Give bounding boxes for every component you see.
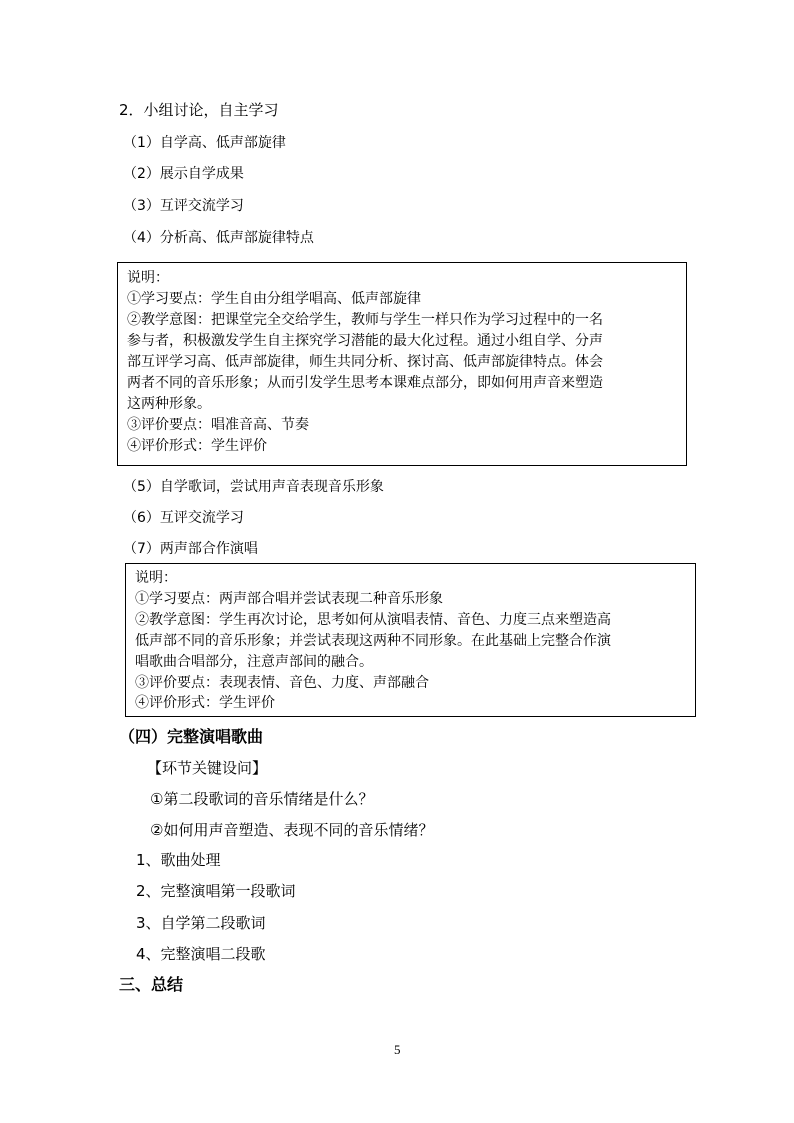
note-line: ④评价形式：学生评价 bbox=[135, 695, 275, 711]
list-item: 2、完整演唱第一段歌词 bbox=[136, 882, 296, 900]
note-line: ①学习要点：学生自由分组学唱高、低声部旋律 bbox=[127, 291, 421, 307]
list-item: （1）自学高、低声部旋律 bbox=[123, 135, 286, 151]
note-line: ③评价要点：唱准音高、节奏 bbox=[127, 417, 309, 433]
list-item: （6）互评交流学习 bbox=[123, 510, 244, 526]
list-item: 1、歌曲处理 bbox=[136, 851, 221, 869]
note-line: 低声部不同的音乐形象；并尝试表现这两种不同形象。在此基础上完整合作演 bbox=[135, 633, 611, 649]
note-line: 参与者，积极激发学生自主探究学习潜能的最大化过程。通过小组自学、分声 bbox=[127, 333, 603, 349]
note-line: 这两种形象。 bbox=[127, 396, 211, 412]
note-line: 说明： bbox=[127, 270, 169, 286]
note-line: 部互评学习高、低声部旋律，师生共同分析、探讨高、低声部旋律特点。体会 bbox=[127, 354, 603, 370]
list-item: （7）两声部合作演唱 bbox=[123, 541, 258, 557]
section-heading-group-discussion: 2．小组讨论，自主学习 bbox=[119, 101, 279, 119]
note-line: ③评价要点：表现表情、音色、力度、声部融合 bbox=[135, 675, 429, 691]
page-number: 5 bbox=[394, 1042, 401, 1057]
list-item: （3）互评交流学习 bbox=[123, 198, 244, 214]
note-line: 说明： bbox=[135, 570, 177, 586]
note-box-2 bbox=[125, 563, 696, 717]
list-item: 3、自学第二段歌词 bbox=[136, 914, 266, 932]
key-question: ①第二段歌词的音乐情绪是什么？ bbox=[150, 790, 374, 808]
section-heading-summary: 三、总结 bbox=[119, 975, 184, 994]
list-item: （5）自学歌词，尝试用声音表现音乐形象 bbox=[123, 479, 384, 495]
list-item: （4）分析高、低声部旋律特点 bbox=[123, 230, 314, 246]
note-line: ②教学意图：学生再次讨论，思考如何从演唱表情、音色、力度三点来塑造高 bbox=[135, 612, 611, 628]
key-question: ②如何用声音塑造、表现不同的音乐情绪？ bbox=[150, 821, 434, 839]
section-heading-full-singing: （四）完整演唱歌曲 bbox=[119, 727, 264, 746]
list-item: 4、完整演唱二段歌 bbox=[136, 945, 266, 963]
key-question-label: 【环节关键设问】 bbox=[147, 759, 268, 777]
note-line: ④评价形式：学生评价 bbox=[127, 438, 267, 454]
note-line: ②教学意图：把课堂完全交给学生，教师与学生一样只作为学习过程中的一名 bbox=[127, 312, 603, 328]
note-line: 唱歌曲合唱部分，注意声部间的融合。 bbox=[135, 654, 373, 670]
note-line: ①学习要点：两声部合唱并尝试表现二种音乐形象 bbox=[135, 591, 443, 607]
note-box-1 bbox=[117, 262, 687, 466]
list-item: （2）展示自学成果 bbox=[123, 166, 244, 182]
note-line: 两者不同的音乐形象；从而引发学生思考本课难点部分，即如何用声音来塑造 bbox=[127, 375, 603, 391]
